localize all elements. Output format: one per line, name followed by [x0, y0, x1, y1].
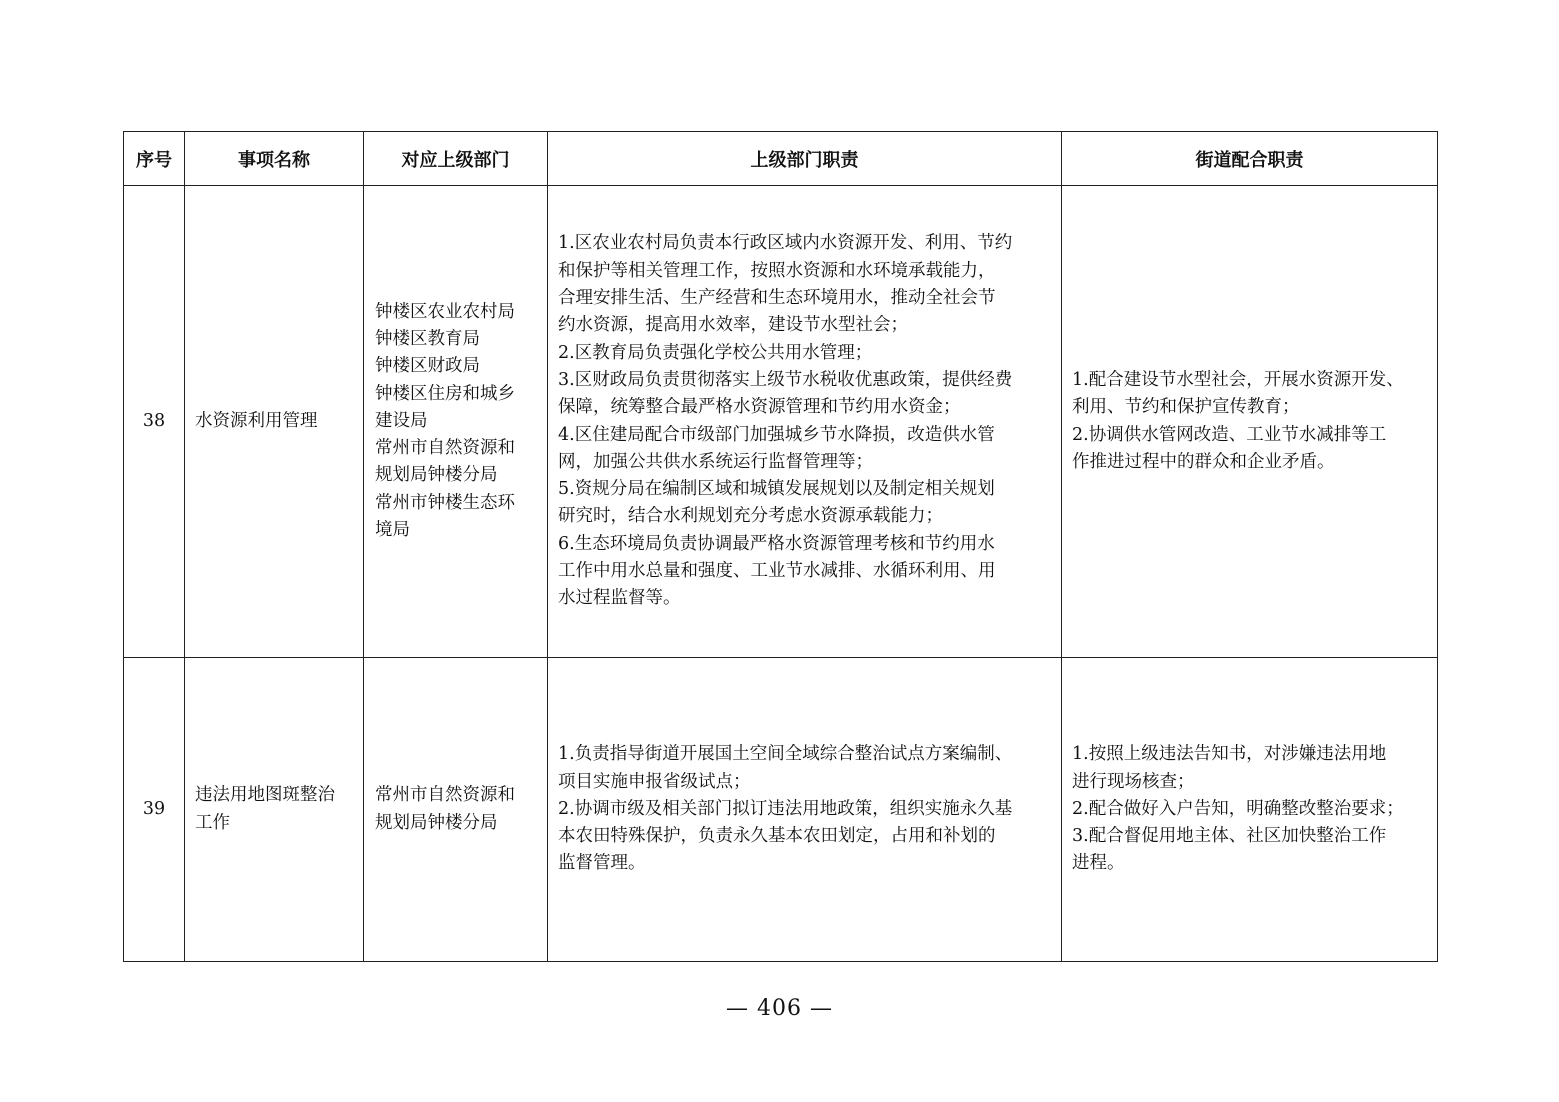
item-name-line: 水资源利用管理 — [195, 410, 318, 431]
duty-line: 工作中用水总量和强度、工业节水减排、水循环利用、用 — [558, 560, 996, 581]
coop-line: 进程。 — [1072, 853, 1125, 874]
table-row — [124, 658, 1438, 962]
duty-line: 约水资源，提高用水效率，建设节水型社会； — [558, 315, 908, 336]
coop-line: 2.配合做好入户告知，明确整改整治要求； — [1072, 798, 1404, 819]
item-name — [185, 658, 364, 962]
duty-line: 监督管理。 — [558, 853, 646, 874]
header-superior-duty: 上级部门职责 — [548, 132, 1062, 186]
dept-line: 规划局钟楼分局 — [375, 465, 498, 486]
duty-line: 2.协调市级及相关部门拟订违法用地政策，组织实施永久基 — [558, 798, 1013, 819]
item-name-line: 工作 — [195, 812, 230, 833]
coop-line: 1.按照上级违法告知书，对涉嫌违法用地 — [1072, 744, 1387, 765]
header-item-name: 事项名称 — [185, 132, 364, 186]
row-number: 39 — [124, 658, 185, 962]
duty-line: 和保护等相关管理工作，按照水资源和水环境承载能力， — [558, 260, 996, 281]
header-street-duty: 街道配合职责 — [1062, 132, 1438, 186]
item-name-line: 违法用地图斑整治 — [195, 785, 335, 806]
dept-line: 钟楼区教育局 — [375, 328, 480, 349]
header-no: 序号 — [124, 132, 185, 186]
duty-line: 本农田特殊保护，负责永久基本农田划定，占用和补划的 — [558, 826, 996, 847]
dept-line: 常州市自然资源和 — [375, 785, 515, 806]
superior-dept — [364, 658, 548, 962]
coop-line: 3.配合督促用地主体、社区加快整治工作 — [1072, 826, 1387, 847]
duty-line: 项目实施申报省级试点； — [558, 771, 751, 792]
dept-line: 钟楼区财政局 — [375, 356, 480, 377]
duty-line: 1.负责指导街道开展国土空间全域综合整治试点方案编制、 — [558, 744, 1013, 765]
duty-table — [123, 131, 1438, 962]
coop-line: 作推进过程中的群众和企业矛盾。 — [1072, 451, 1335, 472]
duty-line: 水过程监督等。 — [558, 588, 681, 609]
duty-line: 4.区住建局配合市级部门加强城乡节水降损，改造供水管 — [558, 424, 995, 445]
item-name — [185, 186, 364, 658]
coop-line: 1.配合建设节水型社会，开展水资源开发、 — [1072, 369, 1404, 390]
dept-line: 建设局 — [375, 410, 428, 431]
dept-line: 规划局钟楼分局 — [375, 812, 498, 833]
duty-line: 2.区教育局负责强化学校公共用水管理； — [558, 342, 873, 363]
dept-line: 常州市自然资源和 — [375, 438, 515, 459]
table-row — [124, 186, 1438, 658]
coop-line: 进行现场核查； — [1072, 771, 1195, 792]
dept-line: 境局 — [375, 520, 410, 541]
dept-line: 钟楼区住房和城乡 — [375, 383, 515, 404]
coop-line: 利用、节约和保护宣传教育； — [1072, 397, 1300, 418]
duty-line: 合理安排生活、生产经营和生态环境用水，推动全社会节 — [558, 288, 996, 309]
row-number: 38 — [124, 186, 185, 658]
dept-line: 常州市钟楼生态环 — [375, 492, 515, 513]
street-duty — [1062, 658, 1438, 962]
duty-line: 研究时，结合水利规划充分考虑水资源承载能力； — [558, 506, 943, 527]
street-duty — [1062, 186, 1438, 658]
coop-line: 2.协调供水管网改造、工业节水减排等工 — [1072, 424, 1387, 445]
duty-line: 网，加强公共供水系统运行监督管理等； — [558, 451, 873, 472]
dept-line: 钟楼区农业农村局 — [375, 301, 515, 322]
table-header-row — [124, 132, 1438, 186]
page-number: — 406 — — [726, 996, 833, 1021]
duty-line: 3.区财政局负责贯彻落实上级节水税收优惠政策，提供经费 — [558, 369, 1013, 390]
duty-line: 5.资规分局在编制区域和城镇发展规划以及制定相关规划 — [558, 479, 995, 500]
duty-line: 1.区农业农村局负责本行政区域内水资源开发、利用、节约 — [558, 233, 1013, 254]
superior-duty — [548, 186, 1062, 658]
header-superior-dept: 对应上级部门 — [364, 132, 548, 186]
duty-line: 保障，统筹整合最严格水资源管理和节约用水资金； — [558, 397, 961, 418]
duty-line: 6.生态环境局负责协调最严格水资源管理考核和节约用水 — [558, 533, 995, 554]
superior-duty — [548, 658, 1062, 962]
superior-dept — [364, 186, 548, 658]
